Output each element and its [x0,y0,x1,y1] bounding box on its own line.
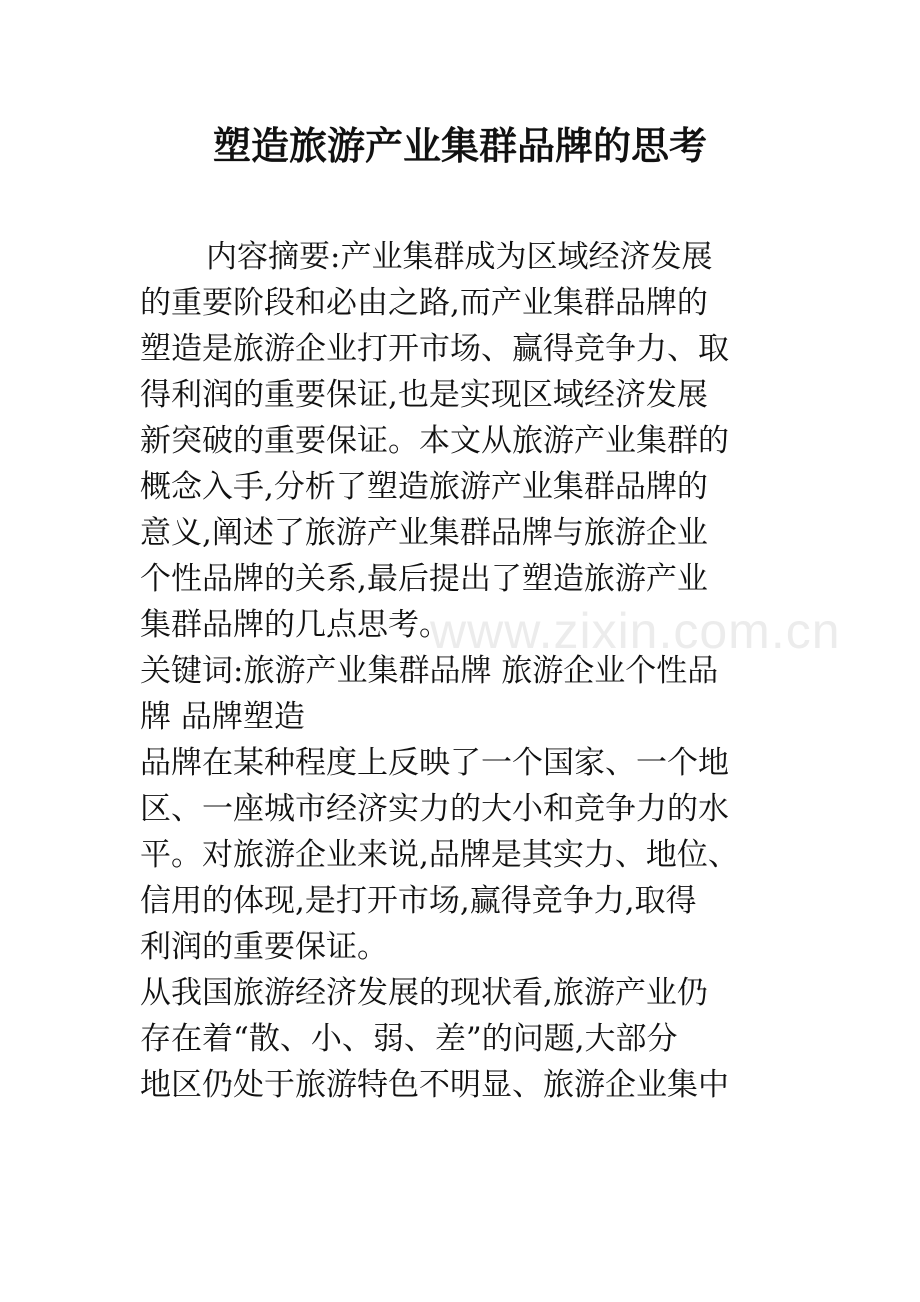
paragraph-line: 从我国旅游经济发展的现状看,旅游产业仍 [140,975,708,1011]
watermark: www.zixin.com.cn [430,603,841,659]
paragraph-line: 利润的重要保证。 [140,929,388,965]
abstract-line: 的重要阶段和必由之路,而产业集群品牌的 [140,285,708,321]
abstract-line: 内容摘要:产业集群成为区域经济发展 [206,239,713,275]
paragraph-line: 区、一座城市经济实力的大小和竞争力的水 [140,791,729,827]
abstract-line: 集群品牌的几点思考。 [140,607,450,643]
paragraph-line: 地区仍处于旅游特色不明显、旅游企业集中 [140,1067,729,1103]
paragraph-line: 品牌在某种程度上反映了一个国家、一个地 [140,745,729,781]
keywords-line: 关键词:旅游产业集群品牌 旅游企业个性品 [140,653,719,689]
paragraph-line: 信用的体现,是打开市场,赢得竞争力,取得 [140,883,697,919]
abstract-line: 个性品牌的关系,最后提出了塑造旅游产业 [140,561,708,597]
abstract-line: 概念入手,分析了塑造旅游产业集群品牌的 [140,469,708,505]
paragraph-line: 存在着“散、小、弱、差”的问题,大部分 [140,1021,678,1057]
document-body [140,234,790,1108]
abstract-line: 塑造是旅游企业打开市场、赢得竞争力、取 [140,331,729,367]
abstract-line: 意义,阐述了旅游产业集群品牌与旅游企业 [140,515,708,551]
keywords-line: 牌 品牌塑造 [140,699,305,735]
paragraph-line: 平。对旅游企业来说,品牌是其实力、地位、 [140,837,739,873]
abstract-line: 新突破的重要保证。本文从旅游产业集群的 [140,423,729,459]
abstract-line: 得利润的重要保证,也是实现区域经济发展 [140,377,708,413]
document-title: 塑造旅游产业集群品牌的思考 [212,123,707,168]
